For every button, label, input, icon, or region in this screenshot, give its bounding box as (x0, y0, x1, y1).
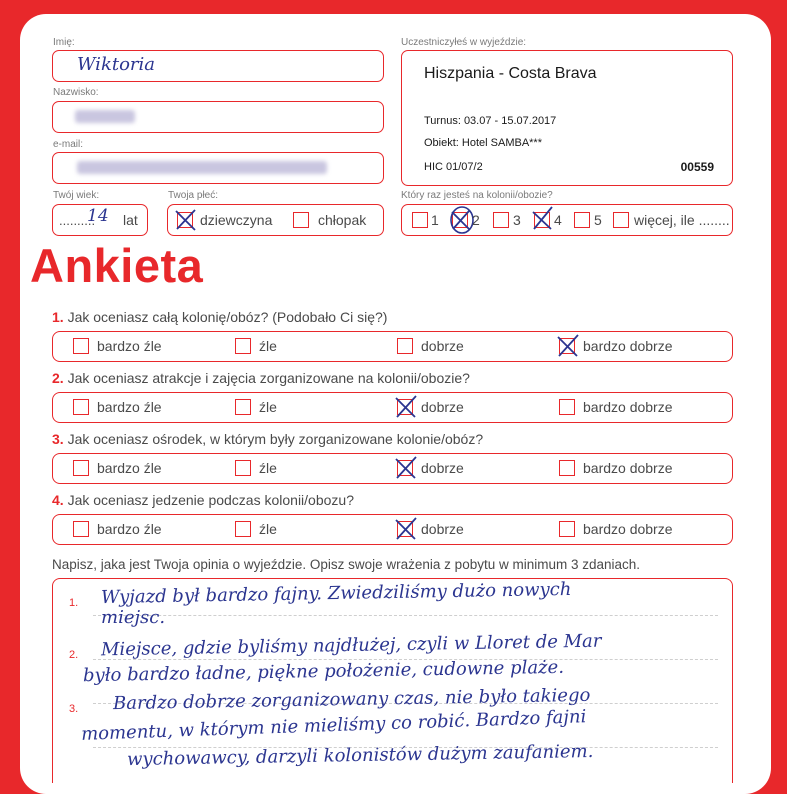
rating-option-label: dobrze (421, 460, 464, 476)
rating-checkbox-1[interactable] (73, 521, 89, 537)
rating-option-label: bardzo dobrze (583, 460, 673, 476)
name-value: Wiktoria (77, 54, 156, 75)
rating-option-label: źle (259, 399, 277, 415)
rating-checkbox-4[interactable] (559, 521, 575, 537)
rating-checkbox-2[interactable] (235, 460, 251, 476)
rating-row-4 (52, 514, 733, 545)
question-text: Jak oceniasz ośrodek, w którym były zorganizowane kolonie/obóz? (67, 431, 484, 447)
surname-field[interactable] (52, 101, 384, 133)
trip-label: Uczestniczyłeś w wyjeździe: (401, 37, 527, 48)
rating-option-label: bardzo źle (97, 460, 162, 476)
times-label: Który raz jesteś na kolonii/obozie? (401, 190, 553, 201)
check-x-icon (450, 209, 472, 231)
rating-checkbox-4[interactable] (559, 338, 575, 354)
times-option-4: 4 (554, 212, 562, 228)
email-redaction (77, 161, 327, 174)
question-1 (52, 309, 387, 325)
rating-option-label: źle (259, 460, 277, 476)
check-x-icon (395, 396, 417, 418)
trip-destination: Hiszpania - Costa Brava (424, 65, 597, 82)
gender-option-boy: chłopak (318, 212, 367, 228)
opinion-line-6: momentu, w którym nie mieliśmy co robić. Bardzo fajni (80, 706, 587, 745)
survey-title: Ankieta (30, 239, 204, 292)
rating-checkbox-4[interactable] (559, 460, 575, 476)
rating-checkbox-2[interactable] (235, 521, 251, 537)
age-dots: .......... (59, 213, 96, 228)
surname-redaction (75, 110, 135, 123)
rating-checkbox-3[interactable] (397, 338, 413, 354)
times-checkbox-4[interactable] (534, 212, 550, 228)
question-number: 1. (52, 309, 64, 325)
gender-label: Twoja płeć: (168, 190, 219, 201)
opinion-number-3: 3. (69, 703, 79, 715)
rating-option-label: dobrze (421, 399, 464, 415)
times-checkbox-1[interactable] (412, 212, 428, 228)
check-x-icon (532, 209, 554, 231)
times-checkbox-more[interactable] (613, 212, 629, 228)
trip-box (401, 50, 733, 186)
name-field[interactable] (52, 50, 384, 82)
age-value: 14 (87, 206, 109, 226)
opinion-line-2: miejsc. (101, 607, 166, 628)
question-3 (52, 431, 483, 447)
rating-checkbox-1[interactable] (73, 399, 89, 415)
rating-checkbox-1[interactable] (73, 338, 89, 354)
rating-option-label: bardzo dobrze (583, 399, 673, 415)
gender-field (167, 204, 384, 236)
rating-row-1 (52, 331, 733, 362)
times-option-3: 3 (513, 212, 521, 228)
age-field[interactable] (52, 204, 148, 236)
question-text: Jak oceniasz całą kolonię/obóz? (Podobało Ci się?) (67, 309, 388, 325)
name-label: Imię: (53, 37, 75, 48)
rating-row-3 (52, 453, 733, 484)
rating-option-label: bardzo źle (97, 399, 162, 415)
surname-label: Nazwisko: (53, 87, 99, 98)
opinion-line-4: było bardzo ładne, piękne położenie, cudowne plaże. (82, 656, 565, 687)
gender-option-girl: dziewczyna (200, 212, 273, 228)
rating-checkbox-3[interactable] (397, 399, 413, 415)
rating-checkbox-1[interactable] (73, 460, 89, 476)
gender-checkbox-girl[interactable] (177, 212, 193, 228)
rating-row-2 (52, 392, 733, 423)
rating-option-label: bardzo dobrze (583, 521, 673, 537)
times-checkbox-2[interactable] (452, 212, 468, 228)
opinion-number-2: 2. (69, 649, 79, 661)
check-x-icon (175, 209, 197, 231)
opinion-number-1: 1. (69, 597, 79, 609)
rating-checkbox-2[interactable] (235, 338, 251, 354)
rating-option-label: dobrze (421, 521, 464, 537)
opinion-line-1: Wyjazd był bardzo fajny. Zwiedziliśmy dużo nowych (100, 578, 572, 609)
email-field[interactable] (52, 152, 384, 184)
question-text: Jak oceniasz atrakcje i zajęcia zorganizowane na kolonii/obozie? (67, 370, 470, 386)
rating-option-label: źle (259, 521, 277, 537)
opinion-line-7: wychowawcy, darzyli kolonistów dużym zaufaniem. (126, 740, 594, 771)
rating-checkbox-2[interactable] (235, 399, 251, 415)
check-x-icon (557, 335, 579, 357)
question-text: Jak oceniasz jedzenie podczas kolonii/obozu? (67, 492, 354, 508)
times-checkbox-3[interactable] (493, 212, 509, 228)
question-2 (52, 370, 470, 386)
trip-turnus: Turnus: 03.07 - 15.07.2017 (424, 115, 557, 127)
rating-option-label: dobrze (421, 338, 464, 354)
age-unit: lat (123, 212, 138, 228)
question-number: 4. (52, 492, 64, 508)
rating-checkbox-3[interactable] (397, 460, 413, 476)
trip-number: 00559 (680, 160, 714, 174)
rating-option-label: źle (259, 338, 277, 354)
rating-option-label: bardzo źle (97, 338, 162, 354)
times-option-1: 1 (431, 212, 439, 228)
rating-option-label: bardzo źle (97, 521, 162, 537)
opinion-box[interactable] (52, 578, 733, 783)
trip-obiekt: Obiekt: Hotel SAMBA*** (424, 137, 542, 149)
question-number: 3. (52, 431, 64, 447)
question-number: 2. (52, 370, 64, 386)
gender-checkbox-boy[interactable] (293, 212, 309, 228)
times-option-more: więcej, ile ........ (634, 212, 730, 228)
opinion-line-3: Miejsce, gdzie byliśmy najdłużej, czyli w Lloret de Mar (100, 630, 602, 661)
age-label: Twój wiek: (53, 190, 100, 201)
check-x-icon (395, 518, 417, 540)
check-x-icon (395, 457, 417, 479)
rating-checkbox-3[interactable] (397, 521, 413, 537)
opinion-line-5: Bardzo dobrze zorganizowany czas, nie było takiego (112, 684, 591, 715)
email-label: e-mail: (53, 139, 84, 150)
trip-code: HIC 01/07/2 (424, 161, 483, 173)
times-option-2: 2 (472, 212, 480, 228)
times-field (401, 204, 733, 236)
opinion-prompt: Napisz, jaka jest Twoja opinia o wyjeździe. Opisz swoje wrażenia z pobytu w minimum 3 zdaniach. (52, 557, 641, 572)
question-4 (52, 492, 354, 508)
times-option-5: 5 (594, 212, 602, 228)
rating-checkbox-4[interactable] (559, 399, 575, 415)
rating-option-label: bardzo dobrze (583, 338, 673, 354)
times-checkbox-5[interactable] (574, 212, 590, 228)
